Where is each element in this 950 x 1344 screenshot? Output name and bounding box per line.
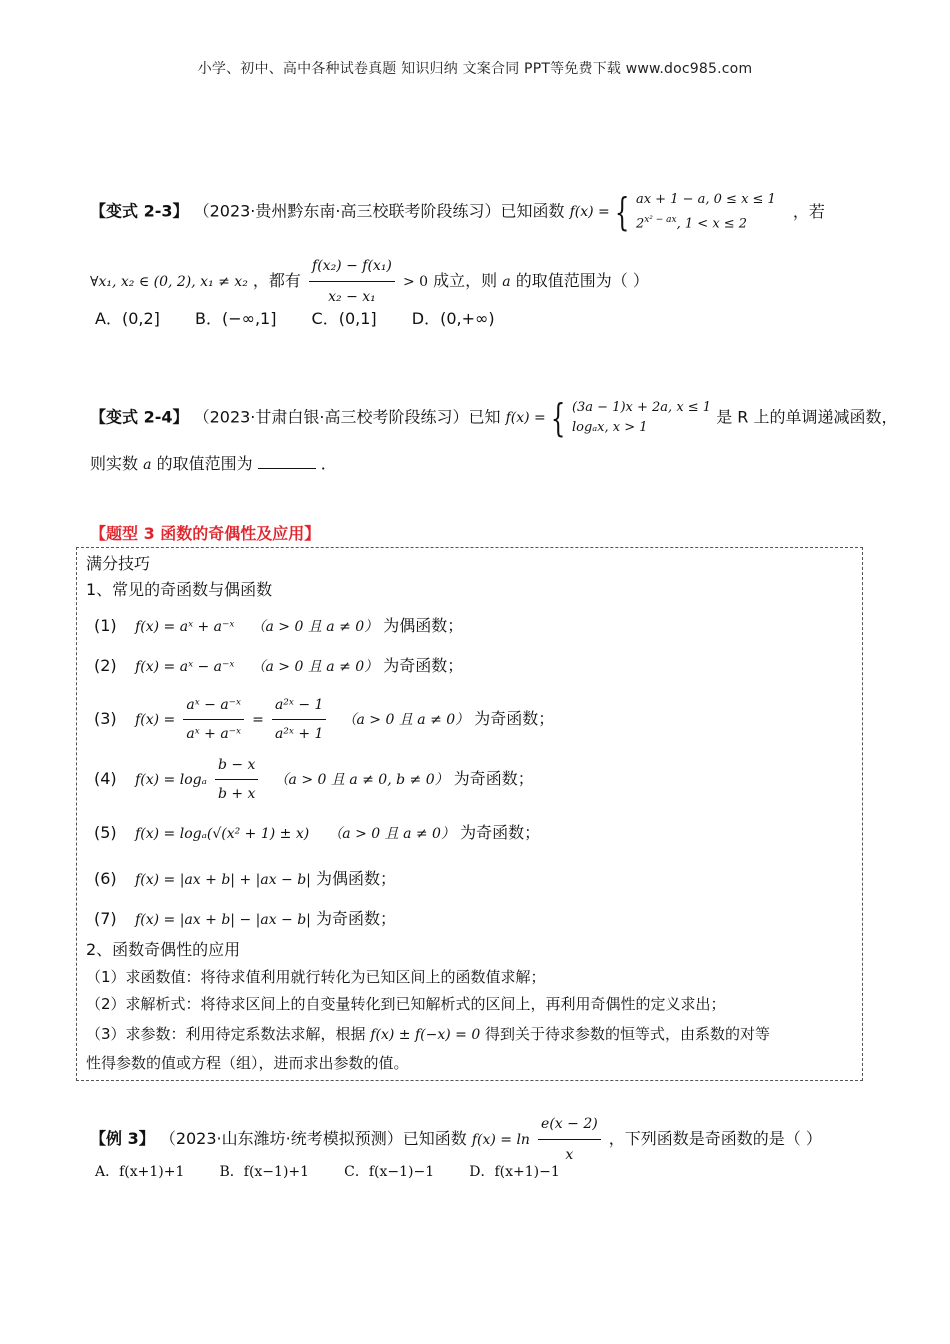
example-3-line1: 【例 3】 （2023·山东潍坊·统考模拟预测）已知函数 f(x) = ln $\frac{e(x - 2)}{x}$ ，下列函数是奇函数的是（ ） (90, 1110, 822, 1169)
ex3-option-d[interactable]: D．f(x+1)−1 (469, 1164, 560, 1180)
variant-2-3-condition: ∀x₁, x₂ ∈ (0, 2), x₁ ≠ x₂ (90, 274, 248, 290)
app-2: （2）求解析式：将待求区间上的自变量转化到已知解析式的区间上，再利用奇偶性的定义求出； (86, 995, 726, 1013)
skill-heading: 满分技巧 (86, 554, 151, 573)
section-3-title: 【题型 3 函数的奇偶性及应用】 (90, 524, 321, 543)
app-3-cont: 性得参数的值或方程（组），进而求出参数的值。 (86, 1054, 409, 1072)
variant-2-3-source: （2023·贵州黔东南·高三校联考阶段练习）已知函数 (193, 201, 565, 221)
variant-2-3-tag: 【变式 2-3】 (90, 201, 189, 221)
page-header: 小学、初中、高中各种试卷真题 知识归纳 文案合同 PPT等免费下载 www.doc985.com (197, 61, 753, 77)
example-3-tag: 【例 3】 (90, 1129, 155, 1148)
example-3-options (95, 1157, 590, 1186)
item-2: (2) f(x) = aˣ − a⁻ˣ （a > 0 且 a ≠ 0） 为奇函数； (94, 656, 464, 675)
variant-2-3-fraction: $\frac{\text{f(x₂) − f(x₁)}}{\text{x₂ − x₁}}$ (309, 252, 395, 311)
item-7: (7) f(x) = |ax + b| − |ax − b| 为奇函数； (94, 909, 397, 928)
option-b[interactable]: B．(−∞,1] (194, 309, 277, 328)
variant-2-3-line2: ∀x₁, x₂ ∈ (0, 2), x₁ ≠ x₂ ，都有 $\frac{\text{f(x₂) − f(x₁)}}{\text{x₂ − x₁}}$ > 0 成立，则 a 的取值范围为（ ） (90, 252, 649, 311)
ex3-option-a[interactable]: A．f(x+1)+1 (95, 1164, 185, 1180)
item-6: (6) f(x) = |ax + b| + |ax − b| 为偶函数； (94, 869, 397, 888)
option-d[interactable]: D．(0,+∞) (411, 309, 495, 328)
variant-2-4-line2: 则实数 a 的取值范围为 ． (90, 454, 337, 473)
item-3: (3) f(x) = $\frac{\text{aˣ − a⁻ˣ}}{\text{aˣ + a⁻ˣ}}$ = $\frac{\text{a²ˣ − 1}}{\text{a²ˣ + 1}}$ （a > 0 且 a ≠ 0） 为奇函数； (94, 692, 554, 747)
variant-2-4-line1: 【变式 2-4】 （2023·甘肃白银·高三校考阶段练习）已知 f(x) = { (3a − 1)x + 2a, x ≤ 1 logₐx, x > 1 是 R 上的单调递减函数， (90, 396, 898, 440)
ex3-option-c[interactable]: C．f(x−1)−1 (344, 1164, 435, 1180)
item-5: (5) f(x) = logₐ(√(x² + 1) ± x) （a > 0 且 a ≠ 0） 为奇函数； (94, 823, 541, 842)
variant-2-3-options (95, 305, 525, 333)
item-1: (1) f(x) = aˣ + a⁻ˣ （a > 0 且 a ≠ 0） 为偶函数； (94, 616, 464, 635)
example-3-source: （2023·山东潍坊·统考模拟预测）已知函数 (159, 1129, 467, 1148)
ex3-option-b[interactable]: B．f(x−1)+1 (219, 1164, 310, 1180)
variant-2-4-function: f(x) = { (3a − 1)x + 2a, x ≤ 1 logₐx, x > 1 (505, 396, 712, 440)
answer-blank[interactable] (258, 452, 316, 469)
variant-2-3-line1: 【变式 2-3】 （2023·贵州黔东南·高三校联考阶段练习）已知函数 f(x) = { ax + 1 − a, 0 ≤ x ≤ 1 $2^{x^2 - ax}$, 1 < x ≤ 2 ，若 (90, 190, 825, 235)
app-3: （3）求参数：利用待定系数法求解，根据 f(x) ± f(−x) = 0 得到关于待求参数的恒等式，由系数的对等 (86, 1025, 771, 1043)
item-4: (4) f(x) = logₐ $\frac{b - x}{b + x}$ （a > 0 且 a ≠ 0, b ≠ 0） 为奇函数； (94, 752, 534, 807)
variant-2-4-source: （2023·甘肃白银·高三校考阶段练习）已知 (193, 407, 501, 427)
option-a[interactable]: A．(0,2] (95, 309, 160, 328)
variant-2-4-tag: 【变式 2-4】 (90, 407, 189, 427)
skill-h1: 1、常见的奇函数与偶函数 (86, 580, 273, 599)
option-c[interactable]: C．(0,1] (311, 309, 377, 328)
variant-2-3-function: f(x) = { ax + 1 − a, 0 ≤ x ≤ 1 $2^{x^2 - ax}$, 1 < x ≤ 2 (569, 190, 776, 235)
skill-h2: 2、函数奇偶性的应用 (86, 940, 241, 959)
app-1: （1）求函数值：将待求值利用就行转化为已知区间上的函数值求解； (86, 968, 546, 986)
